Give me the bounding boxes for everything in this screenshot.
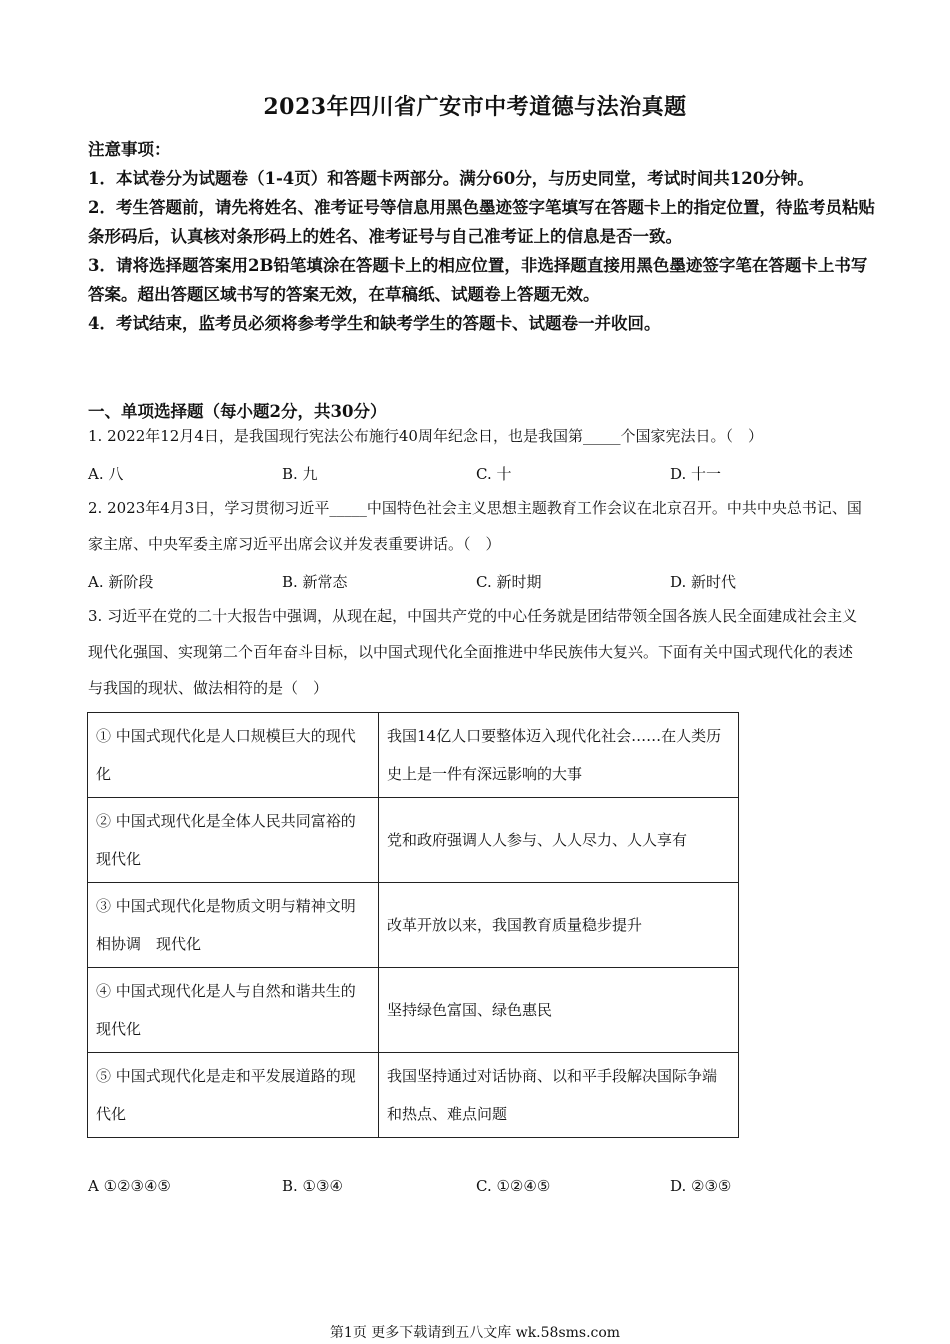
- table-cell: 党和政府强调人人参与、人人尽力、人人享有: [379, 798, 739, 883]
- table-row: [88, 713, 739, 798]
- option-d: D. ②③⑤: [670, 1177, 732, 1195]
- question-1-stem: 1. 2022年12月4日，是我国现行宪法公布施行40周年纪念日，也是我国第_____个国家宪法日。（ ）: [88, 427, 763, 445]
- question-3-options: [88, 1177, 868, 1195]
- note-item: 3．请将选择题答案用2B铅笔填涂在答题卡上的相应位置，非选择题直接用黑色墨迹签字笔在答题卡上书写答案。超出答题区域书写的答案无效，在草稿纸、试题卷上答题无效。: [88, 256, 868, 304]
- option-b: B. ①③④: [282, 1177, 343, 1195]
- table-cell: ⑤ 中国式现代化是走和平发展道路的现代化: [88, 1053, 379, 1138]
- table-cell: ② 中国式现代化是全体人民共同富裕的现代化: [88, 798, 379, 883]
- notes-heading: 注意事项：: [88, 140, 171, 159]
- page-footer: 第1页 更多下载请到五八文库 wk.58sms.com: [329, 1325, 621, 1341]
- table-row: [88, 968, 739, 1053]
- option-a: A ①②③④⑤: [88, 1177, 171, 1195]
- option-b: B. 新常态: [282, 573, 348, 591]
- section-heading: 一、单项选择题（每小题2分，共30分）: [88, 402, 387, 421]
- option-c: C. ①②④⑤: [476, 1177, 551, 1195]
- note-item: 2．考生答题前，请先将姓名、准考证号等信息用黑色墨迹签字笔填写在答题卡上的指定位置，待监考员粘贴条形码后，认真核对条形码上的姓名、准考证号与自己准考证上的信息是否一致。: [88, 198, 875, 246]
- table-cell: 坚持绿色富国、绿色惠民: [379, 968, 739, 1053]
- table-cell: 我国14亿人口要整体迈入现代化社会……在人类历史上是一件有深远影响的大事: [379, 713, 739, 798]
- option-c: C. 新时期: [476, 573, 542, 591]
- question-2-stem: 2. 2023年4月3日，学习贯彻习近平_____中国特色社会主义思想主题教育工作会议在北京召开。中共中央总书记、国家主席、中央军委主席习近平出席会议并发表重要讲话。（ ）: [88, 499, 862, 553]
- table-cell: 改革开放以来，我国教育质量稳步提升: [379, 883, 739, 968]
- question-3-stem: 3. 习近平在党的二十大报告中强调，从现在起，中国共产党的中心任务就是团结带领全国各族人民全面建成社会主义现代化强国、实现第二个百年奋斗目标，以中国式现代化全面推进中华民族伟大复兴。下面有关中国式现代化的表述与我国的现状、做法相符的是（ ）: [88, 607, 858, 697]
- option-d: D. 十一: [670, 465, 722, 483]
- option-d: D. 新时代: [670, 573, 737, 591]
- table-cell: ④ 中国式现代化是人与自然和谐共生的现代化: [88, 968, 379, 1053]
- table-row: [88, 798, 739, 883]
- table-row: [88, 883, 739, 968]
- option-a: A. 新阶段: [88, 573, 154, 591]
- question-2-options: [88, 571, 868, 592]
- option-b: B. 九: [282, 465, 318, 483]
- note-item: 4．考试结束，监考员必须将参考学生和缺考学生的答题卡、试题卷一并收回。: [88, 314, 661, 333]
- notes-block: [88, 135, 878, 338]
- page-title: 2023年四川省广安市中考道德与法治真题: [263, 94, 687, 120]
- note-item: 1．本试卷分为试题卷（1-4页）和答题卡两部分。满分60分，与历史同堂，考试时间共120分钟。: [88, 169, 814, 188]
- question-1-options: [88, 463, 868, 484]
- table-cell: ① 中国式现代化是人口规模巨大的现代化: [88, 713, 379, 798]
- table-row: [88, 1053, 739, 1138]
- option-a: A. 八: [88, 465, 124, 483]
- question-3-table: [87, 712, 739, 1138]
- table-cell: 我国坚持通过对话协商、以和平手段解决国际争端和热点、难点问题: [379, 1053, 739, 1138]
- option-c: C. 十: [476, 465, 512, 483]
- table-cell: ③ 中国式现代化是物质文明与精神文明相协调 现代化: [88, 883, 379, 968]
